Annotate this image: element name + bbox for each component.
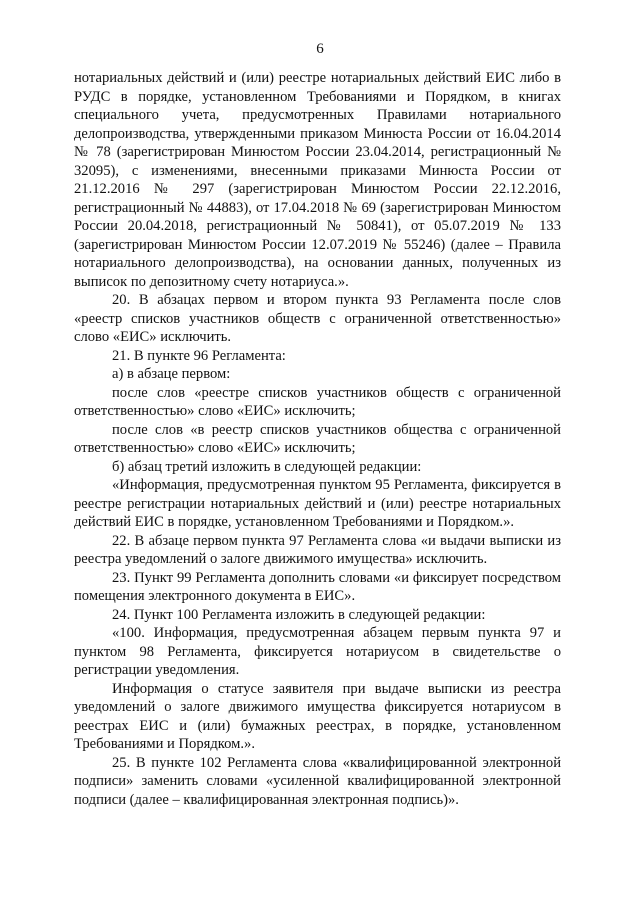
paragraph-item-23: 23. Пункт 99 Регламента дополнить словами «и фиксирует посредством помещения электронного документа в ЕИС». bbox=[74, 569, 561, 604]
paragraph-quote-status: Информация о статусе заявителя при выдаче выписки из реестра уведомлений о залоге движимого имущества фиксируется нотариусом в реестрах ЕИС и (или) бумажных реестрах, в порядке, установленном Требованиями и Порядком.». bbox=[74, 680, 561, 752]
paragraph-subitem-a: а) в абзаце первом: bbox=[112, 366, 231, 382]
paragraph-item-21: 21. В пункте 96 Регламента: bbox=[112, 347, 286, 364]
paragraph-subitem-a-1: после слов «реестре списков участников обществ с ограниченной ответственностью» слово «ЕИС» исключить; bbox=[74, 384, 561, 419]
paragraph-quote-100: «100. Информация, предусмотренная абзацем первым пункта 97 и пунктом 98 Регламента, фиксируется нотариусом в свидетельстве о регистрации уведомления. bbox=[74, 625, 561, 678]
paragraph-subitem-b: б) абзац третий изложить в следующей редакции: bbox=[112, 458, 422, 475]
paragraph-quote-info: «Информация, предусмотренная пунктом 95 Регламента, фиксируется в реестре регистрации нотариальных действий и (или) реестре нотариальных действий ЕИС в порядке, установленном Требованиями и Порядком.». bbox=[74, 477, 561, 530]
paragraph-continuation: нотариальных действий и (или) реестре нотариальных действий ЕИС либо в РУДС в порядке, установленном Требованиями и Порядком, в книгах специального учета, предусмотренных Правилами нотариального делопроизводства, утвержденными приказом Минюста России от 16.04.2014 № 78 (зарегистрирован Минюстом России 23.04.2014, регистрационный № 32095), с изменениями, внесенными приказами Минюста России от 21.12.2016 № 297 (зарегистрирован Минюстом России 22.12.2016, регистрационный № 44883), от 17.04.2018 № 69 (зарегистрирован Минюстом России 20.04.2018, регистрационный № 50841), от 05.07.2019 № 133 (зарегистрирован Минюстом России 12.07.2019 № 55246) (далее – Правила нотариального делопроизводства), на основании данных, полученных из выписок по депозитному счету нотариуса.». bbox=[74, 70, 561, 290]
paragraph-item-22: 22. В абзаце первом пункта 97 Регламента слова «и выдачи выписки из реестра уведомлений о залоге движимого имущества» исключить. bbox=[74, 532, 561, 567]
paragraph-subitem-a-2: после слов «в реестр списков участников общества с ограниченной ответственностью» слово «ЕИС» исключить; bbox=[74, 421, 561, 456]
paragraph-item-20: 20. В абзацах первом и втором пункта 93 Регламента после слов «реестр списков участников обществ с ограниченной ответственностью» слово «ЕИС» исключить. bbox=[74, 292, 561, 345]
document-body bbox=[74, 69, 561, 809]
page-number: 6 bbox=[316, 41, 324, 57]
paragraph-item-24: 24. Пункт 100 Регламента изложить в следующей редакции: bbox=[112, 606, 486, 623]
paragraph-item-25: 25. В пункте 102 Регламента слова «квалифицированной электронной подписи» заменить словами «усиленной квалифицированной электронной подписи (далее – квалифицированная электронная подпись)». bbox=[74, 754, 561, 808]
